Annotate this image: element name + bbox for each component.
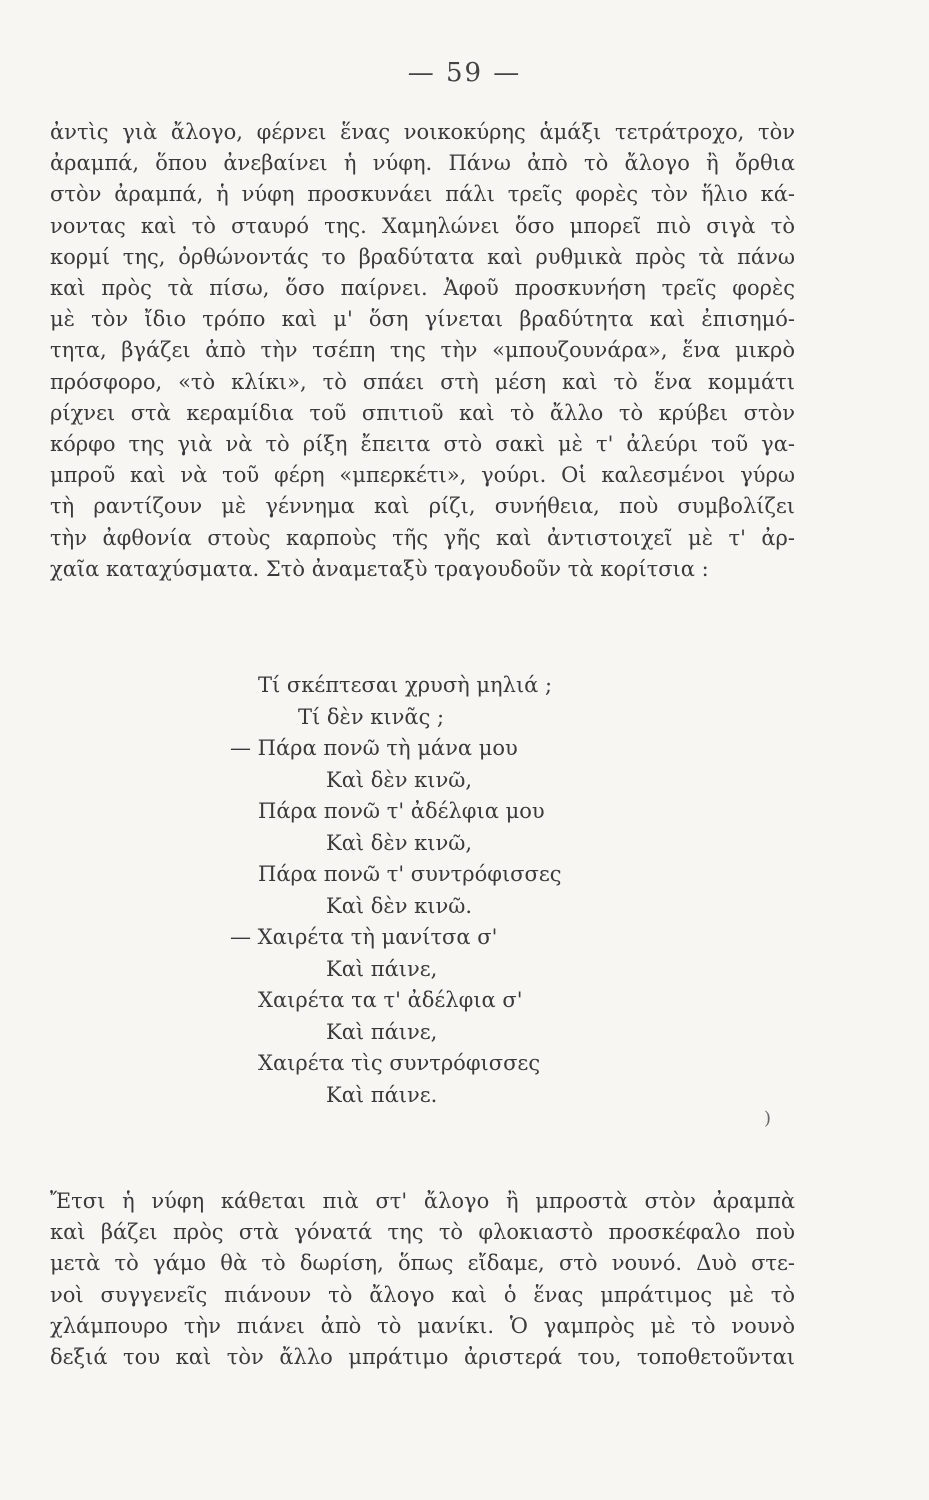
text-line: κορμί της, ὀρθώνοντάς το βραδύτατα καὶ ρυθμικὰ πρὸς τὰ πάνω [50, 244, 795, 269]
poem-line: Χαιρέτα τὶς συντρόφισσες [258, 1051, 541, 1075]
text-line: χαῖα καταχύσματα. Στὸ ἀναμεταξὺ τραγουδοῦν τὰ κορίτσια : [50, 556, 709, 581]
text-line: στὸν ἀραμπά, ἡ νύφη προσκυνάει πάλι τρεῖς φορὲς τὸν ἥλιο κά- [50, 182, 795, 207]
text-line: δεξιά του καὶ τὸν ἄλλο μπράτιμο ἀριστερά του, τοποθετοῦνται [50, 1345, 795, 1370]
margin-mark: ) [764, 1108, 772, 1129]
text-line: καὶ βάζει πρὸς στὰ γόνατά της τὸ φλοκιαστὸ προσκέφαλο ποὺ [50, 1220, 795, 1245]
poem-line: Τί δὲν κινᾶς ; [298, 704, 445, 729]
text-line: καὶ πρὸς τὰ πίσω, ὅσο παίρνει. Ἀφοῦ προσκυνήση τρεῖς φορὲς [50, 276, 795, 301]
poem-line: Καὶ πάινε, [326, 956, 438, 981]
text-line: κόρφο της γιὰ νὰ τὸ ρίξη ἔπειτα στὸ σακὶ μὲ τ' ἀλεύρι τοῦ γα- [50, 432, 795, 457]
text-line: πρόσφορο, «τὸ κλίκι», τὸ σπάει στὴ μέση καὶ τὸ ἕνα κομμάτι [50, 369, 795, 394]
text-line: χλάμπουρο τὴν πιάνει ἀπὸ τὸ μανίκι. Ὁ γαμπρὸς μὲ τὸ νουνὸ [50, 1313, 795, 1338]
text-line: ἀντὶς γιὰ ἄλογο, φέρνει ἕνας νοικοκύρης ἁμάξι τετράτροχο, τὸν [50, 120, 795, 144]
paragraph-1 [50, 117, 795, 585]
poem-line: Καὶ πάινε. [326, 1082, 438, 1107]
text-line: νοὶ συγγενεῖς πιάνουν τὸ ἄλογο καὶ ὁ ἕνας μπράτιμος μὲ τὸ [50, 1282, 795, 1307]
text-line: ἀραμπά, ὅπου ἀνεβαίνει ἡ νύφη. Πάνω ἀπὸ τὸ ἄλογο ἢ ὄρθια [50, 151, 795, 176]
page-number: — 59 — [407, 58, 522, 88]
poem-line: — Χαιρέτα τὴ μανίτσα σ' [230, 925, 498, 949]
poem-line: Καὶ δὲν κινῶ, [326, 767, 473, 792]
text-line: Ἔτσι ἡ νύφη κάθεται πιὰ στ' ἄλογο ἢ μπροστὰ στὸν ἀραμπὰ [50, 1189, 795, 1213]
poem-line: Πάρα πονῶ τ' ἀδέλφια μου [258, 799, 545, 823]
text-line: τὴ ραντίζουν μὲ γέννημα καὶ ρίζι, συνήθεια, ποὺ συμβολίζει [50, 494, 795, 519]
poem-line: — Πάρα πονῶ τὴ μάνα μου [230, 736, 518, 760]
text-line: μετὰ τὸ γάμο θὰ τὸ δωρίση, ὅπως εἴδαμε, στὸ νουνό. Δυὸ στε- [50, 1251, 795, 1276]
text-line: μπροῦ καὶ νὰ τοῦ φέρη «μπερκέτι», γούρι. Οἱ καλεσμένοι γύρω [50, 463, 795, 488]
poem-line: Πάρα πονῶ τ' συντρόφισσες [258, 862, 562, 886]
poem-line: Χαιρέτα τα τ' ἀδέλφια σ' [258, 988, 523, 1012]
paragraph-2 [50, 1186, 795, 1373]
poem-line: Τί σκέπτεσαι χρυσὴ μηλιά ; [258, 673, 553, 697]
text-line: τὴν ἀφθονία στοὺς καρποὺς τῆς γῆς καὶ ἀντιστοιχεῖ μὲ τ' ἀρ- [50, 525, 795, 550]
text-line: μὲ τὸν ἴδιο τρόπο καὶ μ' ὅση γίνεται βραδύτητα καὶ ἐπισημό- [50, 307, 795, 332]
text-line: τητα, βγάζει ἀπὸ τὴν τσέπη της τὴν «μπουζουνάρα», ἕνα μικρὸ [50, 338, 795, 363]
poem-line: Καὶ πάινε, [326, 1019, 438, 1044]
text-line: νοντας καὶ τὸ σταυρό της. Χαμηλώνει ὅσο μπορεῖ πιὸ σιγὰ τὸ [50, 213, 795, 238]
text-line: ρίχνει στὰ κεραμίδια τοῦ σπιτιοῦ καὶ τὸ ἄλλο τὸ κρύβει στὸν [50, 400, 795, 425]
poem-line: Καὶ δὲν κινῶ. [326, 893, 473, 918]
poem-line: Καὶ δὲν κινῶ, [326, 830, 473, 855]
